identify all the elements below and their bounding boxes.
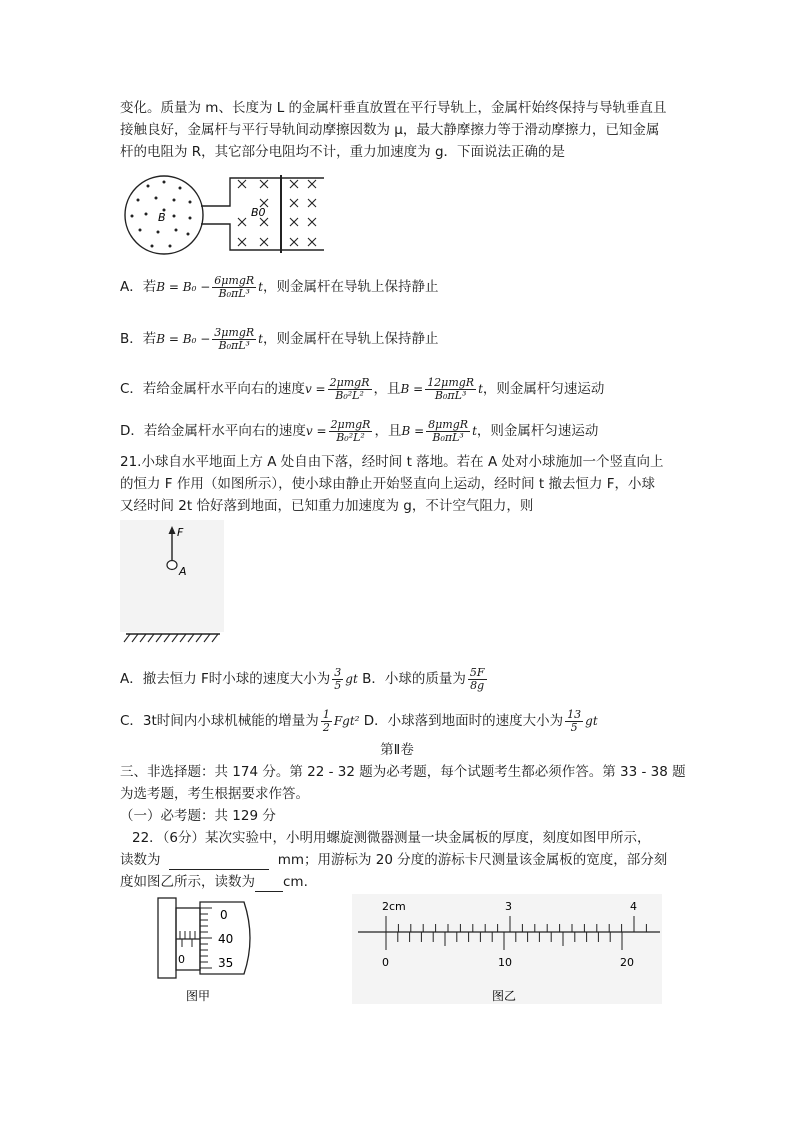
q21-options-ab: A．撤去恒力 F时小球的速度大小为 $\frac{3}{5}$ gt B．小球的质量为 $\frac{5F}{8g}$: [120, 665, 485, 692]
q22-line-2: 读数为 mm；用游标为 20 分度的游标卡尺测量该金属板的宽度，部分刻: [120, 852, 668, 868]
q20-stem-line-1: 变化。质量为 m、长度为 L 的金属杆垂直放置在平行导轨上，金属杆始终保持与导轨垂直且: [120, 100, 667, 116]
field-cross-marks: [238, 180, 316, 246]
thickness-answer-blank: [169, 853, 269, 870]
q20-stem-line-3: 杆的电阻为 R，其它部分电阻均不计，重力加速度为 g．下面说法正确的是: [120, 144, 566, 160]
q20-option-b: B．若B = B₀ − $\frac{\text{3μmgR}}{\text{B₀πL³}}$ t，则金属杆在导轨上保持静止: [120, 325, 439, 352]
required-heading: （一）必考题：共 129 分: [120, 808, 276, 824]
width-answer-blank: [255, 875, 283, 892]
q22-line-1: 22．（6分）某次实验中，小明用螺旋测微器测量一块金属板的厚度，刻度如图甲所示，: [132, 830, 651, 846]
q21-ball-figure: [120, 520, 230, 648]
caliper-caption: 图乙: [492, 989, 517, 1003]
q21-stem-line-1: 21.小球自水平地面上方 A 处自由下落，经时间 t 落地。若在 A 处对小球施加一个竖直向上: [120, 454, 664, 470]
q21-options-cd: C．3t时间内小球机械能的增量为 $\frac{1}{2}$ Fgt² D．小球落到地面时的速度大小为 $\frac{13}{5}$ gt: [120, 707, 598, 734]
q21-stem-line-3: 又经时间 2t 恰好落到地面，已知重力加速度为 g，不计空气阻力，则: [120, 498, 534, 514]
q20-stem-line-2: 接触良好，金属杆与平行导轨间动摩擦因数为 μ，最大静摩擦力等于滑动摩擦力，已知金属: [120, 122, 660, 138]
micrometer-figure: [152, 894, 262, 1006]
ball-icon: [167, 561, 177, 570]
section-title: 第Ⅱ卷: [380, 742, 414, 758]
q20-circuit-figure: [118, 170, 328, 260]
circle-b-label: B: [158, 211, 166, 224]
section-intro-line-1: 三、非选择题：共 174 分。第 22 - 32 题为必考题，每个试题考生都必须作答。第 33 - 38 题: [120, 764, 686, 780]
vernier-caliper-figure: [352, 894, 664, 1006]
q20-option-a: A．若B = B₀ − $\frac{\text{6μmgR}}{\text{B₀πL³}}$ t，则金属杆在导轨上保持静止: [120, 273, 439, 300]
main-label-4: 4: [630, 900, 637, 913]
vernier-label-20: 20: [620, 956, 634, 969]
point-a-label: A: [179, 565, 187, 578]
main-label-2cm: 2cm: [382, 900, 406, 913]
ground-hatch: [124, 634, 218, 642]
micrometer-caption: 图甲: [186, 989, 211, 1003]
q21-stem-line-2: 的恒力 F 作用（如图所示），使小球由静止开始竖直向上运动，经时间 t 撤去恒力 F，小球: [120, 476, 656, 492]
thimble-label-0: 0: [220, 908, 228, 922]
q20-option-d: D．若给金属杆水平向右的速度v = $\frac{\text{2μmgR}}{\text{B₀²L²}}$ ，且B = $\frac{\text{8μmgR}}{\text{B₀πL³}}$ t，则金属杆匀速运动: [120, 417, 599, 444]
q22-line-3: 度如图乙所示，读数为 cm.: [120, 874, 308, 890]
main-label-3: 3: [505, 900, 512, 913]
force-label: F: [177, 526, 184, 539]
thimble-label-40: 40: [218, 932, 234, 946]
vernier-label-0: 0: [382, 956, 389, 969]
sleeve-zero-label: 0: [178, 953, 185, 966]
vernier-label-10: 10: [498, 956, 512, 969]
section-intro-line-2: 为选考题，考生根据要求作答。: [120, 786, 309, 802]
b0-label: B0: [251, 206, 266, 219]
q20-option-c: C．若给金属杆水平向右的速度v = $\frac{\text{2μmgR}}{\text{B₀²L²}}$ ，且B = $\frac{\text{12μmgR}}{\text{B₀πL³}}$ t，则金属杆匀速运动: [120, 375, 605, 402]
thimble-label-35: 35: [218, 956, 234, 970]
